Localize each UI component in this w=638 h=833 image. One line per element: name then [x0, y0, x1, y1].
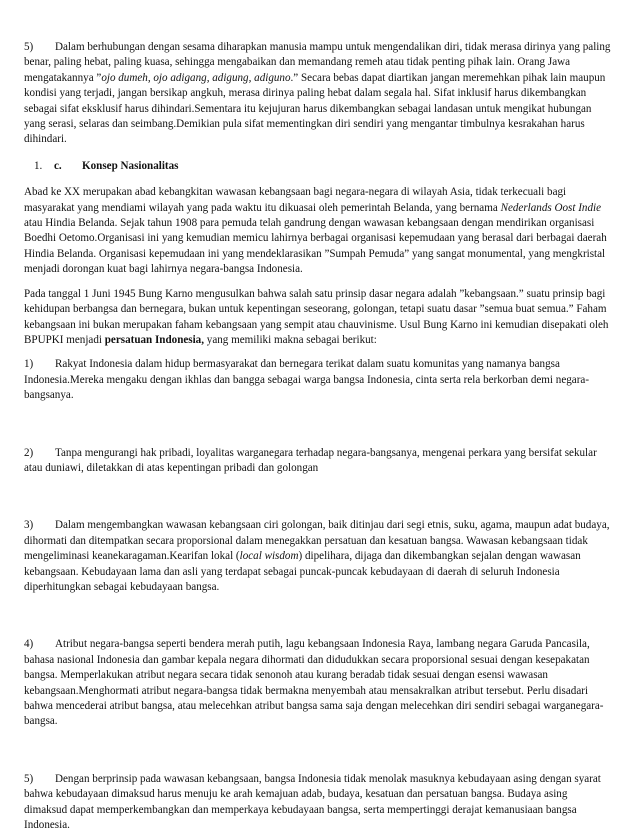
paragraph-text: Pada tanggal 1 Juni 1945 Bung Karno mengusulkan bahwa salah satu prinsip dasar negara adalah ”kebangsaan.” suatu prinsip bagi kehidupan berbangsa dan bernegara, bukan untuk kepentingan seseorang, golongan, tetapi suatu dasar ”semua buat semua.” Faham kebangsaan ini bukan merupakan faham kebangsaan yang sempit atau chauvinisme. Usul Bung Karno ini kemudian disepakati oleh BPUPKI menjadi	[24, 287, 609, 346]
list-item-4	[24, 637, 612, 729]
list-item-1	[24, 357, 612, 403]
list-number: 3)	[24, 519, 34, 532]
list-item-text: Dalam mengembangkan wawasan kebangsaan ciri golongan, baik ditinjau dari segi etnis, suku, agama, maupun adat budaya, dihormati dan ditempatkan secara proporsional dalam menegakkan persatuan dan kesatuan bangsa. Wawasan kebangsaan tidak mengeliminasi keanekaragaman.Kearifan lokal (	[24, 519, 610, 563]
spacer	[24, 595, 612, 637]
list-number: 5)	[24, 772, 34, 785]
spacer	[24, 404, 612, 446]
paragraph-1-juni-1945	[24, 287, 612, 349]
paragraph-text: atau Hindia Belanda. Sejak tahun 1908 para pemuda telah gandrung dengan wawasan kebangsaan dengan mendirikan organisasi Boedhi Oetomo.Organisasi ini yang kemudian memicu lahirnya berbagai organisasi kepemudaan yang berasal dari berbagai daerah Hindia Belanda. Organisasi kepemudaan ini yang mendeklarasikan ”Sumpah Pemuda” yang sangat monumental, yang mengkristal menjadi dorongan kuat bagi lahirnya negara-bangsa Indonesia.	[24, 217, 607, 276]
paragraph-abad-xx	[24, 185, 612, 277]
spacer	[24, 174, 612, 185]
list-number: 5)	[24, 41, 34, 53]
list-item-3	[24, 518, 612, 595]
heading-title: Konsep Nasionalitas	[82, 159, 179, 172]
list-number: 1)	[24, 358, 34, 371]
list-item-text: Tanpa mengurangi hak pribadi, loyalitas warganegara terhadap negara-bangsanya, mengenai perkara yang bersifat sekular atau duniawi, diletakkan di atas kepentingan pribadi dan golongan	[24, 446, 597, 474]
paragraph-text: Dalam berhubungan dengan sesama diharapkan manusia mampu untuk mengendalikan diri, tidak merasa dirinya yang paling benar, paling hebat, paling kuasa, sehingga mengabaikan dan memandang remeh atau tidak penting pihak lain. Orang Jawa mengatakannya ”	[24, 41, 611, 84]
bold-phrase: persatuan Indonesia,	[104, 333, 205, 346]
italic-phrase: Nederlands Oost Indie	[500, 201, 602, 214]
paragraph-text: Abad ke XX merupakan abad kebangkitan wawasan kebangsaan bagi negara-negara di wilayah Asia, tidak terkecuali bagi masyarakat yang mendiami wilayah yang pada waktu itu dikuasai oleh pemerintah Belanda, yang bernama	[24, 186, 567, 214]
paragraph-text: .” Secara bebas dapat diartikan jangan meremehkan pihak lain maupun kondisi yang terjadi, jangan bersikap angkuh, merasa dirinya paling hebat dalam segala hal. Sifat inklusif harus dikembangkan sebagai sifat eksklusif harus dihindari.Sementara itu kejujuran harus dikembangkan sebagai landasan untuk mengikat hubungan yang serasi, selaras dan seimbang.Demikian pula sifat mementingkan diri sendiri yang mengantar timbulnya kesrakahan harus dihindari.	[24, 71, 606, 146]
list-item-text: ) dipelihara, dijaga dan dikembangkan sejalan dengan wawasan kebangsaan. Kebudayaan lama dan asli yang terdapat sebagai puncak-puncak kebudayaan di daerah di seluruh Indonesia diperhitungkan sebagai kebudayaan bangsa.	[24, 550, 581, 593]
spacer	[24, 730, 612, 772]
list-item-text: Atribut negara-bangsa seperti bendera merah putih, lagu kebangsaan Indonesia Raya, lambang negara Garuda Pancasila, bahasa nasional Indonesia dan gambar kepala negara dihormati dan didudukkan secara proporsional sesuai dengan kesepakatan bangsa. Memperlakukan atribut negara secara tidak senonoh atau kurang beradab tidak sesuai dengan esensi wawasan kebangsaan.Menghormati atribut negara-bangsa tidak bermakna menyembah atau mensakralkan atribut tersebut. Perlu disadari bahwa mencederai atribut bangsa, atau melecehkan atribut bangsa sama saja dengan melecehkan diri sendiri sebagai warganegara-bangsa.	[24, 638, 604, 728]
paragraph-text: yang memiliki makna sebagai berikut:	[204, 333, 377, 346]
spacer	[24, 148, 612, 159]
section-heading	[34, 159, 612, 174]
list-number: 2)	[24, 446, 34, 459]
list-number: 4)	[24, 638, 34, 651]
list-item-text: Dengan berprinsip pada wawasan kebangsaan, bangsa Indonesia tidak menolak masuknya kebudayaan asing dengan syarat bahwa kebudayaan dimaksud harus menuju ke arah kemajuan adab, budaya, kesatuan dan persatuan bangsa. Budaya asing dimaksud dapat memperkembangkan dan memperkaya kebudayaan bangsa, serta mempertinggi derajat kemanusiaan bangsa Indonesia.	[24, 772, 601, 832]
italic-phrase: local wisdom	[239, 550, 299, 563]
heading-letter: c.	[54, 159, 62, 172]
italic-phrase: ojo dumeh, ojo adigang, adigung, adiguno	[101, 71, 291, 84]
paragraph-point-5	[24, 40, 612, 148]
list-item-5	[24, 772, 612, 833]
heading-number: 1.	[34, 159, 43, 172]
spacer	[24, 278, 612, 287]
spacer	[24, 348, 612, 357]
spacer	[24, 476, 612, 518]
list-item-text: Rakyat Indonesia dalam hidup bermasyarakat dan bernegara terikat dalam suatu komunitas yang namanya bangsa Indonesia.Mereka mengaku dengan ikhlas dan bangga sebagai warga bangsa Indonesia, cinta serta rela berkorban demi negara-bangsanya.	[24, 358, 590, 402]
list-item-2	[24, 446, 612, 477]
